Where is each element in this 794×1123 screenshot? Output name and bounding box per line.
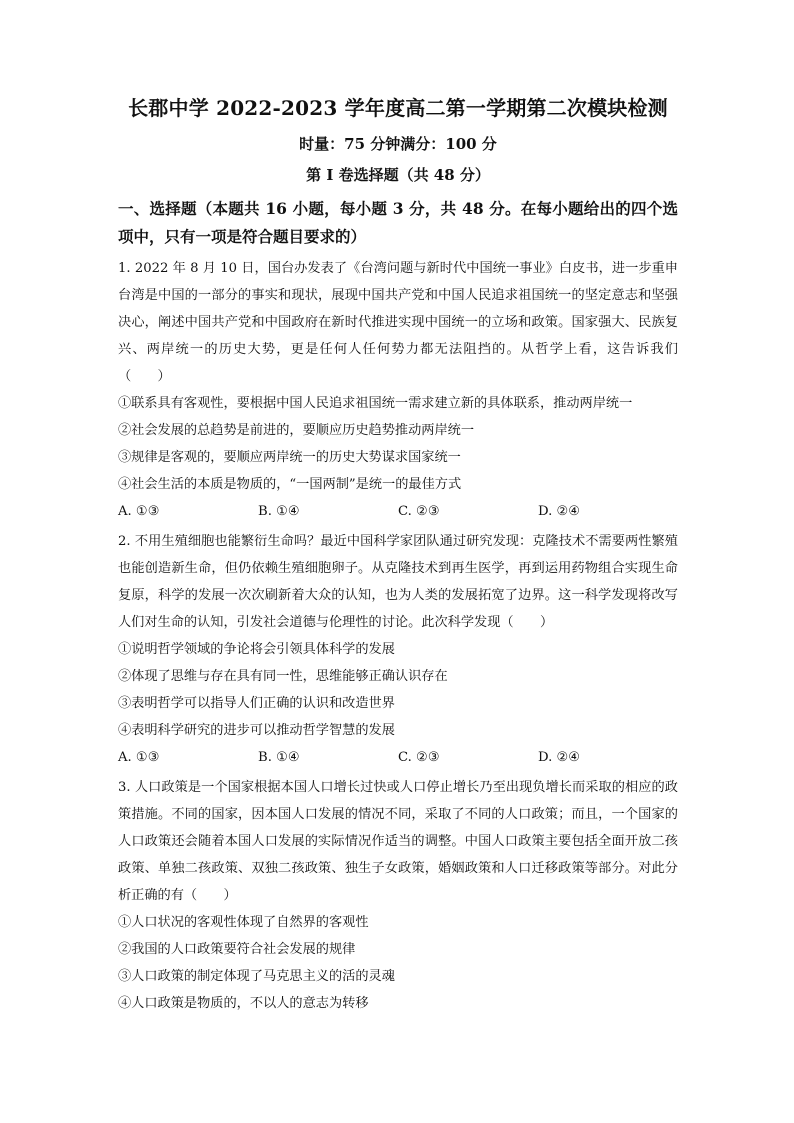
answer-choice-c: C. ②③	[398, 750, 440, 765]
answer-choice-a: A. ①③	[118, 504, 160, 519]
question-stem: 2. 不用生殖细胞也能繁衍生命吗？最近中国科学家团队通过研究发现：克隆技术不需要两性繁殖也能创造新生命，但仍依赖生殖细胞卵子。从克隆技术到再生医学，再到运用药物组合实现生命复原，科学的发展一次次刷新着大众的认知，也为人类的发展拓宽了边界。这一科学发现将改写人们对生命的认知，引发社会道德与伦理性的讨论。此次科学发现（ ）	[118, 534, 678, 630]
section-heading: 一、选择题（本题共 16 小题，每小题 3 分，共 48 分。在每小题给出的四个选项中，只有一项是符合题目要求的）	[118, 199, 678, 246]
answer-choice-b: B. ①④	[258, 750, 300, 765]
option-item: ④人口政策是物质的，不以人的意志为转移	[118, 996, 369, 1011]
option-item: ③人口政策的制定体现了马克思主义的活的灵魂	[118, 969, 395, 984]
part-heading: 第 I 卷选择题（共 48 分）	[306, 166, 490, 184]
answer-choice-d: D. ②④	[538, 504, 581, 519]
answer-choices	[118, 498, 678, 525]
exam-title: 长郡中学 2022-2023 学年度高二第一学期第二次模块检测	[128, 96, 668, 120]
answer-choice-a: A. ①③	[118, 750, 160, 765]
option-item: ④表明科学研究的进步可以推动哲学智慧的发展	[118, 723, 395, 738]
answer-choice-b: B. ①④	[258, 504, 300, 519]
option-item: ④社会生活的本质是物质的，“一国两制”是统一的最佳方式	[118, 477, 462, 492]
option-item: ①说明哲学领域的争论将会引领具体科学的发展	[118, 642, 395, 657]
option-item: ③表明哲学可以指导人们正确的认识和改造世界	[118, 696, 395, 711]
answer-choice-c: C. ②③	[398, 504, 440, 519]
option-item: ②体现了思维与存在具有同一性，思维能够正确认识存在	[118, 669, 448, 684]
question-3	[118, 774, 678, 1017]
question-1	[118, 255, 678, 525]
question-stem: 1. 2022 年 8 月 10 日，国台办发表了《台湾问题与新时代中国统一事业》白皮书，进一步重申台湾是中国的一部分的事实和现状，展现中国共产党和中国人民追求祖国统一的坚定意志和坚强决心，阐述中国共产党和中国政府在新时代推进实现中国统一的立场和政策。国家强大、民族复兴、两岸统一的历史大势，更是任何人任何势力都无法阻挡的。从哲学上看，这告诉我们（ ）	[118, 261, 678, 384]
answer-choice-d: D. ②④	[538, 750, 581, 765]
option-item: ①人口状况的客观性体现了自然界的客观性	[118, 915, 369, 930]
question-2	[118, 528, 678, 771]
exam-page	[118, 92, 678, 1017]
option-item: ②我国的人口政策要符合社会发展的规律	[118, 942, 356, 957]
option-item: ①联系具有客观性，要根据中国人民追求祖国统一需求建立新的具体联系，推动两岸统一	[118, 396, 633, 411]
question-stem: 3. 人口政策是一个国家根据本国人口增长过快或人口停止增长乃至出现负增长而采取的相应的政策措施。不同的国家，因本国人口发展的情况不同，采取了不同的人口政策；而且，一个国家的人口政策还会随着本国人口发展的实际情况作适当的调整。中国人口政策主要包括全面开放二孩政策、单独二孩政策、双独二孩政策、独生子女政策，婚姻政策和人口迁移政策等部分。对此分析正确的有（ ）	[118, 780, 678, 903]
option-item: ③规律是客观的，要顺应两岸统一的历史大势谋求国家统一	[118, 450, 461, 465]
option-item: ②社会发展的总趋势是前进的，要顺应历史趋势推动两岸统一	[118, 423, 475, 438]
answer-choices	[118, 744, 678, 771]
exam-meta: 时量：75 分钟满分：100 分	[299, 135, 497, 153]
